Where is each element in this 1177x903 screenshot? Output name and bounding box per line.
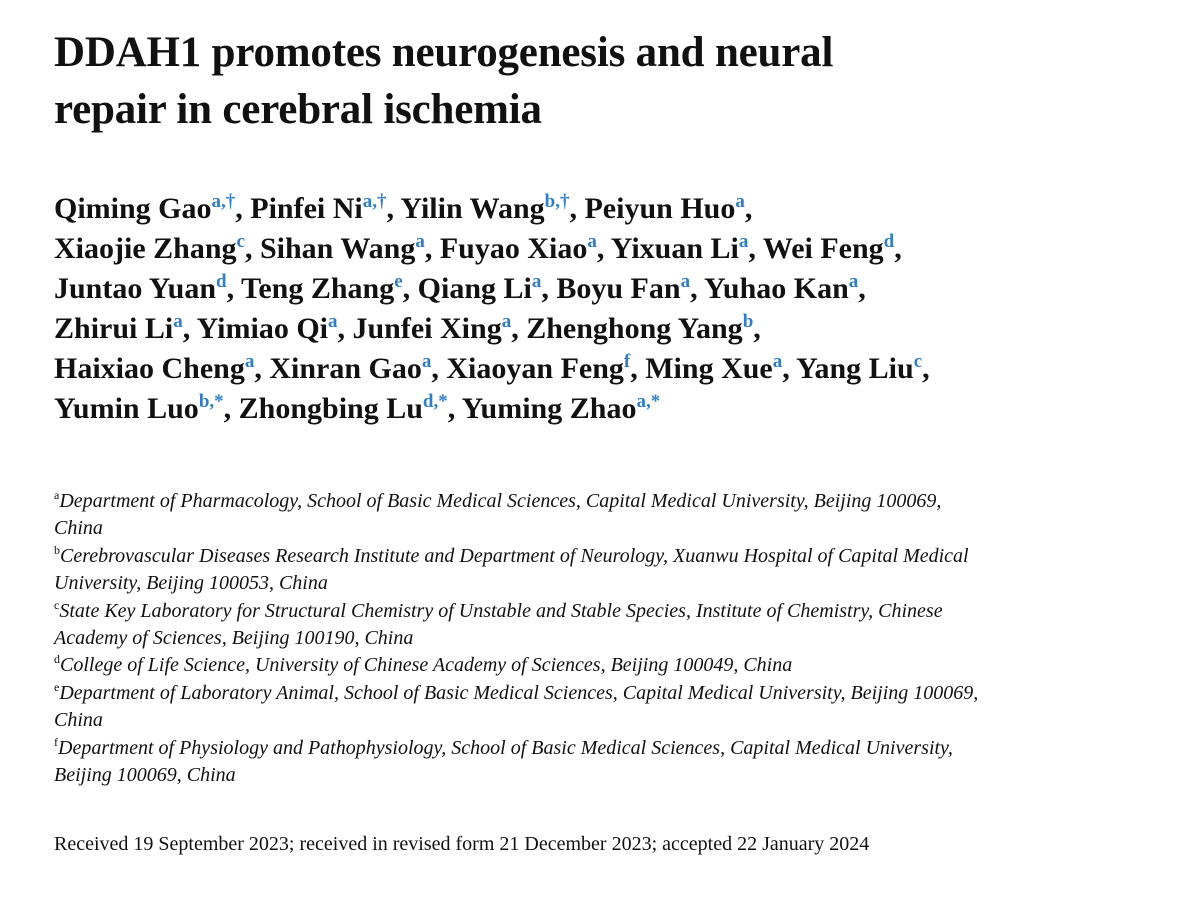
- author-affiliation-marker[interactable]: a: [244, 351, 255, 372]
- affiliation-line: [54, 652, 1134, 679]
- author-name: Xiaoyan Feng: [446, 352, 624, 385]
- author-name: Juntao Yuan: [54, 272, 217, 305]
- author-row: [54, 269, 1154, 309]
- affiliation-key: d: [54, 652, 60, 667]
- author-name: Pinfei Ni: [250, 192, 363, 225]
- affiliation-item: [54, 543, 1134, 598]
- author-separator: ,: [424, 232, 440, 265]
- author-affiliation-marker[interactable]: a: [421, 351, 432, 372]
- affiliation-line: [54, 488, 1134, 515]
- title-line-1: DDAH1 promotes neurogenesis and neural: [54, 29, 834, 76]
- affiliation-text: Beijing 100069, China: [54, 764, 236, 787]
- affiliation-key: a: [54, 488, 60, 502]
- title-line-2: repair in cerebral ischemia: [54, 86, 542, 133]
- affiliation-list: [54, 488, 1134, 789]
- affiliation-line: [54, 543, 1134, 570]
- author-affiliation-marker[interactable]: b: [742, 311, 754, 332]
- author-affiliation-marker[interactable]: a: [738, 231, 749, 252]
- affiliation-line: [54, 735, 1134, 762]
- author-name: Ming Xue: [645, 352, 773, 385]
- author-separator: ,: [748, 232, 763, 265]
- author-separator: ,: [431, 352, 447, 385]
- author-name: Sihan Wang: [259, 232, 416, 265]
- affiliation-text: Department of Physiology and Pathophysiology, School of Basic Medical Sciences, Capital Medical University,: [58, 736, 953, 759]
- author-name: Xiaojie Zhang: [54, 232, 237, 265]
- affiliation-text: Cerebrovascular Diseases Research Institute and Department of Neurology, Xuanwu Hospital of Capital Medical: [60, 544, 969, 567]
- author-name: Xinran Gao: [269, 352, 422, 385]
- affiliation-text: China: [54, 709, 103, 732]
- author-name: Peiyun Huo: [584, 192, 736, 225]
- author-name: Zhongbing Lu: [238, 392, 423, 425]
- affiliation-line: [54, 598, 1134, 625]
- author-affiliation-marker[interactable]: e: [394, 271, 403, 292]
- author-affiliation-marker[interactable]: c: [236, 231, 245, 252]
- author-separator: ,: [858, 272, 866, 305]
- author-separator: ,: [596, 232, 611, 265]
- author-separator: ,: [894, 232, 902, 265]
- author-separator: ,: [254, 352, 270, 385]
- author-name: Haixiao Cheng: [54, 352, 245, 385]
- author-affiliation-marker[interactable]: a: [735, 191, 745, 212]
- author-separator: ,: [569, 192, 585, 225]
- author-separator: ,: [511, 312, 527, 345]
- author-row: [54, 189, 1154, 229]
- affiliation-line: [54, 570, 1134, 597]
- author-name: Yixuan Li: [610, 232, 739, 265]
- affiliation-item: [54, 488, 1134, 543]
- author-affiliation-marker[interactable]: f: [623, 351, 631, 372]
- affiliation-line: [54, 515, 1134, 542]
- affiliation-text: State Key Laboratory for Structural Chemistry of Unstable and Stable Species, Institute of Chemistry, Chinese: [59, 599, 943, 622]
- affiliation-key: b: [54, 542, 60, 557]
- author-separator: ,: [223, 392, 239, 425]
- author-affiliation-marker[interactable]: c: [913, 351, 923, 372]
- author-affiliation-marker[interactable]: a,†: [362, 191, 387, 212]
- author-list: [54, 189, 1154, 429]
- author-name: Yuhao Kan: [703, 272, 849, 305]
- author-separator: ,: [447, 392, 462, 425]
- author-separator: ,: [922, 352, 930, 385]
- author-separator: ,: [690, 272, 704, 305]
- affiliation-text: Academy of Sciences, Beijing 100190, China: [54, 627, 414, 650]
- author-row: [54, 389, 1154, 429]
- author-name: Yumin Luo: [54, 392, 199, 425]
- author-separator: ,: [753, 312, 761, 345]
- author-separator: ,: [337, 312, 353, 345]
- affiliation-line: [54, 680, 1134, 707]
- author-separator: ,: [782, 352, 797, 385]
- affiliation-text: University, Beijing 100053, China: [54, 572, 328, 595]
- paper-title: [54, 24, 1134, 138]
- author-separator: ,: [541, 272, 557, 305]
- author-name: Zhirui Li: [54, 312, 174, 345]
- author-affiliation-marker[interactable]: a: [415, 231, 425, 252]
- author-name: Zhenghong Yang: [526, 312, 743, 345]
- affiliation-key: f: [54, 734, 58, 749]
- author-row: [54, 229, 1154, 269]
- author-affiliation-marker[interactable]: a: [680, 271, 691, 292]
- affiliation-line: [54, 762, 1134, 789]
- author-separator: ,: [182, 312, 197, 345]
- author-affiliation-marker[interactable]: a: [173, 311, 183, 332]
- author-affiliation-marker[interactable]: a,*: [636, 391, 661, 412]
- author-name: Boyu Fan: [556, 272, 681, 305]
- affiliation-item: [54, 652, 1134, 679]
- author-name: Yimiao Qi: [196, 312, 328, 345]
- author-separator: ,: [386, 192, 401, 225]
- affiliation-item: [54, 680, 1134, 735]
- author-affiliation-marker[interactable]: a: [328, 311, 338, 332]
- affiliation-item: [54, 735, 1134, 790]
- affiliation-text: Department of Laboratory Animal, School of Basic Medical Sciences, Capital Medical University, Beijing 100069,: [59, 681, 979, 704]
- author-affiliation-marker[interactable]: d,*: [422, 391, 448, 412]
- author-row: [54, 309, 1154, 349]
- affiliation-key: e: [54, 679, 60, 694]
- author-separator: ,: [630, 352, 646, 385]
- author-separator: ,: [226, 272, 242, 305]
- affiliation-text: China: [54, 517, 103, 540]
- author-affiliation-marker[interactable]: d: [216, 271, 227, 292]
- author-name: Fuyao Xiao: [439, 232, 588, 265]
- received-dates: Received 19 September 2023; received in revised form 21 December 2023; accepted 22 January 2024: [54, 833, 870, 855]
- author-separator: ,: [402, 272, 418, 305]
- author-name: Yang Liu: [796, 352, 914, 385]
- author-name: Yuming Zhao: [461, 392, 637, 425]
- affiliation-key: c: [54, 597, 60, 612]
- author-separator: ,: [235, 192, 251, 225]
- author-name: Junfei Xing: [352, 312, 502, 345]
- author-affiliation-marker[interactable]: a: [587, 231, 597, 252]
- author-affiliation-marker[interactable]: a: [772, 351, 783, 372]
- author-name: Wei Feng: [762, 232, 884, 265]
- author-separator: ,: [244, 232, 260, 265]
- author-name: Yilin Wang: [400, 192, 545, 225]
- author-affiliation-marker[interactable]: d: [883, 231, 895, 252]
- affiliation-text: Department of Pharmacology, School of Basic Medical Sciences, Capital Medical University, Beijing 100069,: [59, 490, 942, 512]
- affiliation-line: [54, 707, 1134, 734]
- author-separator: ,: [744, 192, 753, 225]
- author-affiliation-marker[interactable]: a,†: [211, 191, 236, 212]
- author-row: [54, 349, 1154, 389]
- author-affiliation-marker[interactable]: b,*: [198, 391, 224, 412]
- author-affiliation-marker[interactable]: a: [501, 311, 512, 332]
- affiliation-line: [54, 625, 1134, 652]
- author-affiliation-marker[interactable]: a: [848, 271, 859, 292]
- author-affiliation-marker[interactable]: a: [531, 271, 542, 292]
- author-name: Teng Zhang: [241, 272, 395, 305]
- author-name: Qiang Li: [417, 272, 532, 305]
- author-affiliation-marker[interactable]: b,†: [544, 191, 570, 212]
- author-name: Qiming Gao: [54, 192, 212, 225]
- affiliation-item: [54, 598, 1134, 653]
- affiliation-text: College of Life Science, University of Chinese Academy of Sciences, Beijing 100049, China: [60, 654, 793, 677]
